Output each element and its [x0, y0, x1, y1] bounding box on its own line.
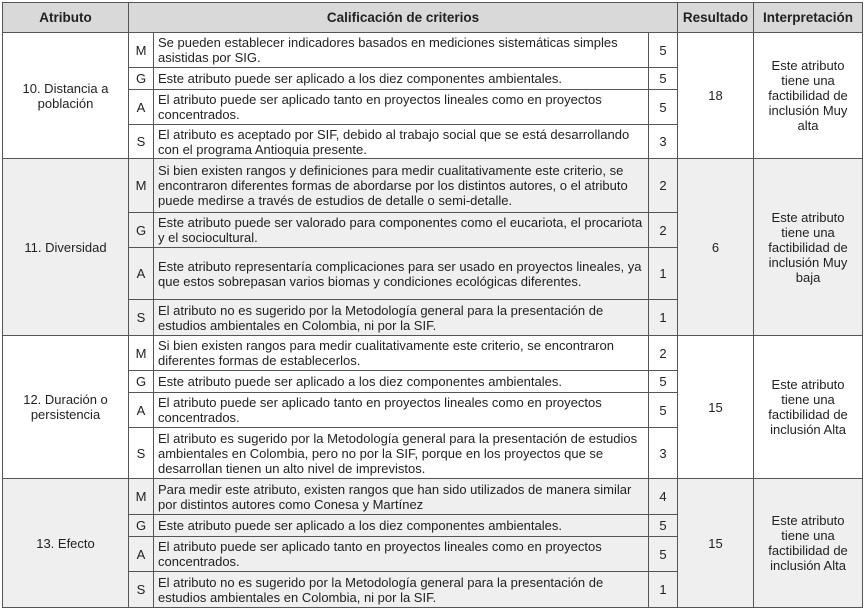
criterion-score: 5 [649, 537, 678, 572]
criterion-score: 1 [649, 572, 678, 608]
interpretation-text: Este atributo tiene una factibilidad de inclusión Alta [754, 479, 863, 608]
attribute-name: 11. Diversidad [3, 159, 129, 336]
interpretation-text: Este atributo tiene una factibilidad de inclusión Alta [754, 336, 863, 479]
criterion-score: 3 [649, 428, 678, 479]
criterion-text: Si bien existen rangos y definiciones para medir cualitativamente este criterio, se encontraron diferentes formas de abordarse por los distintos autores, o el atributo puede medirse a través de estudios de detalle o semi-detalle. [154, 159, 649, 213]
criteria-row [3, 33, 863, 68]
criterion-score: 5 [649, 515, 678, 537]
criterion-letter: S [129, 125, 154, 159]
criteria-row [3, 479, 863, 515]
criterion-letter: A [129, 248, 154, 300]
criterion-score: 5 [649, 371, 678, 393]
criterion-text: Se pueden establecer indicadores basados en mediciones sistemáticas simples asistidas por SIG. [154, 33, 649, 68]
header-row [3, 3, 863, 33]
criterion-score: 2 [649, 336, 678, 371]
criteria-row [3, 159, 863, 213]
header-interpretacion: Interpretación [754, 3, 863, 33]
criterion-text: Este atributo representaría complicaciones para ser usado en proyectos lineales, ya que estos sobrepasan varios biomas y condiciones ecológicas diferentes. [154, 248, 649, 300]
criterion-letter: M [129, 479, 154, 515]
criterion-letter: M [129, 159, 154, 213]
header-resultado: Resultado [678, 3, 754, 33]
criterion-letter: A [129, 393, 154, 428]
criterion-text: El atributo puede ser aplicado tanto en proyectos lineales como en proyectos concentrados. [154, 537, 649, 572]
interpretation-text: Este atributo tiene una factibilidad de inclusión Muy alta [754, 33, 863, 159]
criterion-text: El atributo puede ser aplicado tanto en proyectos lineales como en proyectos concentrados. [154, 393, 649, 428]
criterion-text: Este atributo puede ser valorado para componentes como el eucariota, el procariota y el sociocultural. [154, 213, 649, 248]
interpretation-text: Este atributo tiene una factibilidad de inclusión Muy baja [754, 159, 863, 336]
criterion-letter: A [129, 537, 154, 572]
criterion-text: El atributo es aceptado por SIF, debido al trabajo social que se está desarrollando con el programa Antioquia presente. [154, 125, 649, 159]
header-atributo: Atributo [3, 3, 129, 33]
criterion-text: Si bien existen rangos para medir cualitativamente este criterio, se encontraron diferentes formas de establecerlos. [154, 336, 649, 371]
result-value: 15 [678, 336, 754, 479]
criterion-score: 5 [649, 393, 678, 428]
criteria-table [2, 2, 863, 608]
criterion-text: El atributo es sugerido por la Metodología general para la presentación de estudios ambientales en Colombia, pero no por la SIF, porque en los proyectos que se desarrollan tienen un alto nivel de imprevistos. [154, 428, 649, 479]
attribute-name: 12. Duración o persistencia [3, 336, 129, 479]
attribute-name: 13. Efecto [3, 479, 129, 608]
result-value: 18 [678, 33, 754, 159]
criterion-text: El atributo no es sugerido por la Metodología general para la presentación de estudios ambientales en Colombia, ni por la SIF. [154, 300, 649, 336]
header-calificacion: Calificación de criterios [129, 3, 678, 33]
criterion-score: 3 [649, 125, 678, 159]
criterion-score: 5 [649, 33, 678, 68]
result-value: 6 [678, 159, 754, 336]
criterion-text: Para medir este atributo, existen rangos que han sido utilizados de manera similar por distintos autores como Conesa y Martínez [154, 479, 649, 515]
criterion-letter: G [129, 371, 154, 393]
criterion-score: 1 [649, 300, 678, 336]
criterion-score: 2 [649, 213, 678, 248]
criterion-text: Este atributo puede ser aplicado a los diez componentes ambientales. [154, 68, 649, 90]
criterion-score: 1 [649, 248, 678, 300]
criterion-score: 5 [649, 90, 678, 125]
criterion-letter: A [129, 90, 154, 125]
result-value: 15 [678, 479, 754, 608]
criteria-row [3, 336, 863, 371]
criterion-letter: G [129, 515, 154, 537]
criterion-letter: M [129, 33, 154, 68]
attribute-name: 10. Distancia a población [3, 33, 129, 159]
criterion-text: Este atributo puede ser aplicado a los diez componentes ambientales. [154, 371, 649, 393]
criterion-letter: G [129, 68, 154, 90]
criterion-letter: S [129, 428, 154, 479]
criterion-score: 4 [649, 479, 678, 515]
criterion-letter: S [129, 300, 154, 336]
criterion-letter: M [129, 336, 154, 371]
criterion-letter: S [129, 572, 154, 608]
criterion-letter: G [129, 213, 154, 248]
criterion-text: El atributo puede ser aplicado tanto en proyectos lineales como en proyectos concentrados. [154, 90, 649, 125]
criterion-text: Este atributo puede ser aplicado a los diez componentes ambientales. [154, 515, 649, 537]
criterion-text: El atributo no es sugerido por la Metodología general para la presentación de estudios ambientales en Colombia, ni por la SIF. [154, 572, 649, 608]
criterion-score: 5 [649, 68, 678, 90]
criterion-score: 2 [649, 159, 678, 213]
